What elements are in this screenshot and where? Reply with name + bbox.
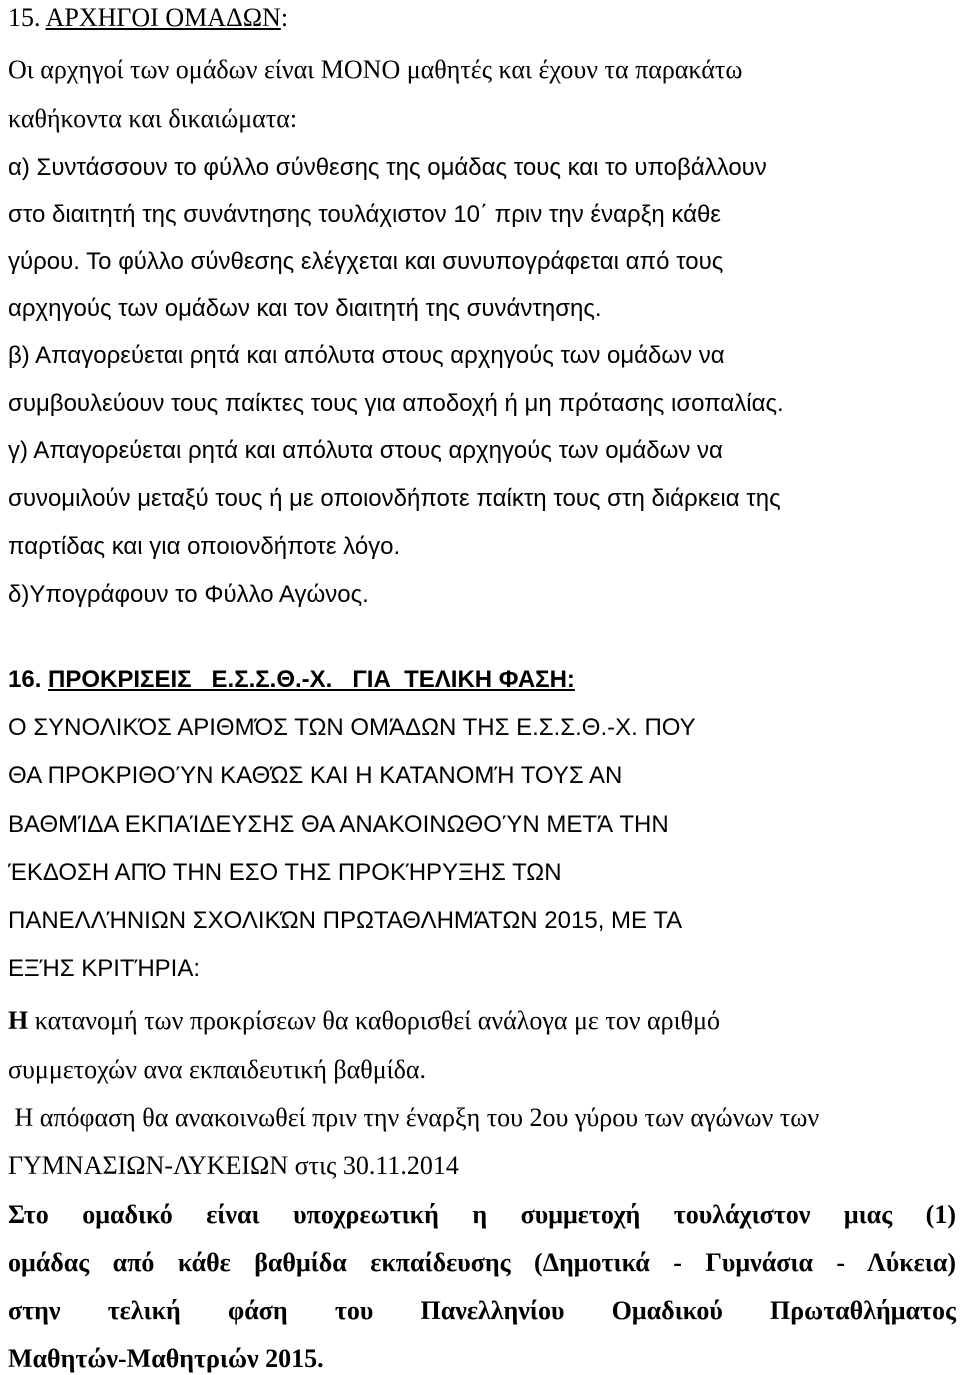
allocation-lead-letter: Η	[8, 1006, 29, 1035]
section-15-line: δ)Υπογράφουν το Φύλλο Αγώνος.	[8, 581, 369, 608]
section-15-line: αρχηγούς των ομάδων και τον διαιτητή της συνάντησης.	[8, 295, 602, 322]
section-15-line: παρτίδας και για οποιονδήποτε λόγο.	[8, 533, 401, 560]
requirement-paragraph-line: στην τελική φάση του Πανελληνίου Ομαδικού Πρωταθλήματος	[8, 1296, 956, 1325]
section-16-caps-line: ΠΑΝΕΛΛΉΝΙΩΝ ΣΧΟΛΙΚΏΝ ΠΡΩΤΑΘΛΗΜΆΤΩΝ 2015, ΜΕ ΤΑ	[8, 907, 683, 934]
decision-paragraph-line: Η απόφαση θα ανακοινωθεί πριν την έναρξη του 2ου γύρου των αγώνων των	[8, 1103, 820, 1132]
section-16-number: 16.	[8, 666, 49, 693]
section-15-line: γ) Απαγορεύεται ρητά και απόλυτα στους αρχηγούς των ομάδων να	[8, 437, 723, 464]
section-16-caps-line: ΘΑ ΠΡΟΚΡΙΘΟΎΝ ΚΑΘΏΣ ΚΑΙ Η ΚΑΤΑΝΟΜΉ ΤΟΥΣ ΑΝ	[8, 762, 623, 789]
section-15-heading	[8, 3, 288, 33]
section-16-caps-line: Ο ΣΥΝΟΛΙΚΌΣ ΑΡΙΘΜΌΣ ΤΩΝ ΟΜΆΔΩΝ ΤΗΣ Ε.Σ.Σ.Θ.-Χ. ΠΟΥ	[8, 714, 696, 741]
section-15-title: ΑΡΧΗΓΟΙ ΟΜΑΔΩΝ	[45, 3, 281, 32]
allocation-paragraph-line: συμμετοχών ανα εκπαιδευτική βαθμίδα.	[8, 1055, 427, 1084]
section-15-line: συνομιλούν μεταξύ τους ή με οποιονδήποτε παίκτη τους στη διάρκεια της	[8, 485, 781, 512]
allocation-text: κατανομή των προκρίσεων θα καθορισθεί ανάλογα με τον αριθμό	[28, 1006, 721, 1035]
decision-paragraph-line: ΓΥΜΝΑΣΙΩΝ-ΛΥΚΕΙΩΝ στις 30.11.2014	[8, 1151, 459, 1180]
section-16-caps-line: ΒΑΘΜΊΔΑ ΕΚΠΑΊΔΕΥΣΗΣ ΘΑ ΑΝΑΚΟΙΝΩΘΟΎΝ ΜΕΤΆ ΤΗΝ	[8, 811, 669, 838]
section-15-line: συμβουλεύουν τους παίκτες τους για αποδοχή ή μη πρότασης ισοπαλίας.	[8, 390, 784, 417]
requirement-paragraph-line: Στο ομαδικό είναι υποχρεωτική η συμμετοχή τουλάχιστον μιας (1)	[8, 1200, 956, 1229]
section-15-number: 15.	[8, 3, 46, 32]
section-15-line: γύρου. Το φύλλο σύνθεσης ελέγχεται και συνυπογράφεται από τους	[8, 248, 724, 275]
section-16-title: ΠΡΟΚΡΙΣΕΙΣ Ε.Σ.Σ.Θ.-Χ. ΓΙΑ ΤΕΛΙΚΗ ΦΑΣΗ:	[48, 666, 575, 693]
section-15-line: Οι αρχηγοί των ομάδων είναι ΜΟΝΟ μαθητές και έχουν τα παρακάτω	[8, 55, 743, 84]
section-16-caps-line: ΈΚΔΟΣΗ ΑΠΌ ΤΗΝ ΕΣΟ ΤΗΣ ΠΡΟΚΉΡΥΞΗΣ ΤΩΝ	[8, 859, 562, 886]
section-16-heading	[8, 665, 575, 695]
requirement-paragraph-line: Μαθητών-Μαθητριών 2015.	[8, 1344, 324, 1373]
section-15-line: β) Απαγορεύεται ρητά και απόλυτα στους αρχηγούς των ομάδων να	[8, 342, 725, 369]
section-16-caps-line: ΕΞΉΣ ΚΡΙΤΉΡΙΑ:	[8, 955, 201, 982]
section-15-line: α) Συντάσσουν το φύλλο σύνθεσης της ομάδας τους και το υποβάλλουν	[8, 154, 767, 181]
section-15-line: καθήκοντα και δικαιώματα:	[8, 104, 298, 133]
section-15-line: στο διαιτητή της συνάντησης τουλάχιστον 10΄ πριν την έναρξη κάθε	[8, 201, 721, 228]
allocation-paragraph-line	[8, 1006, 720, 1036]
requirement-paragraph-line: ομάδας από κάθε βαθμίδα εκπαίδευσης (Δημοτικά - Γυμνάσια - Λύκεια)	[8, 1248, 956, 1277]
section-15-colon: :	[280, 3, 289, 32]
